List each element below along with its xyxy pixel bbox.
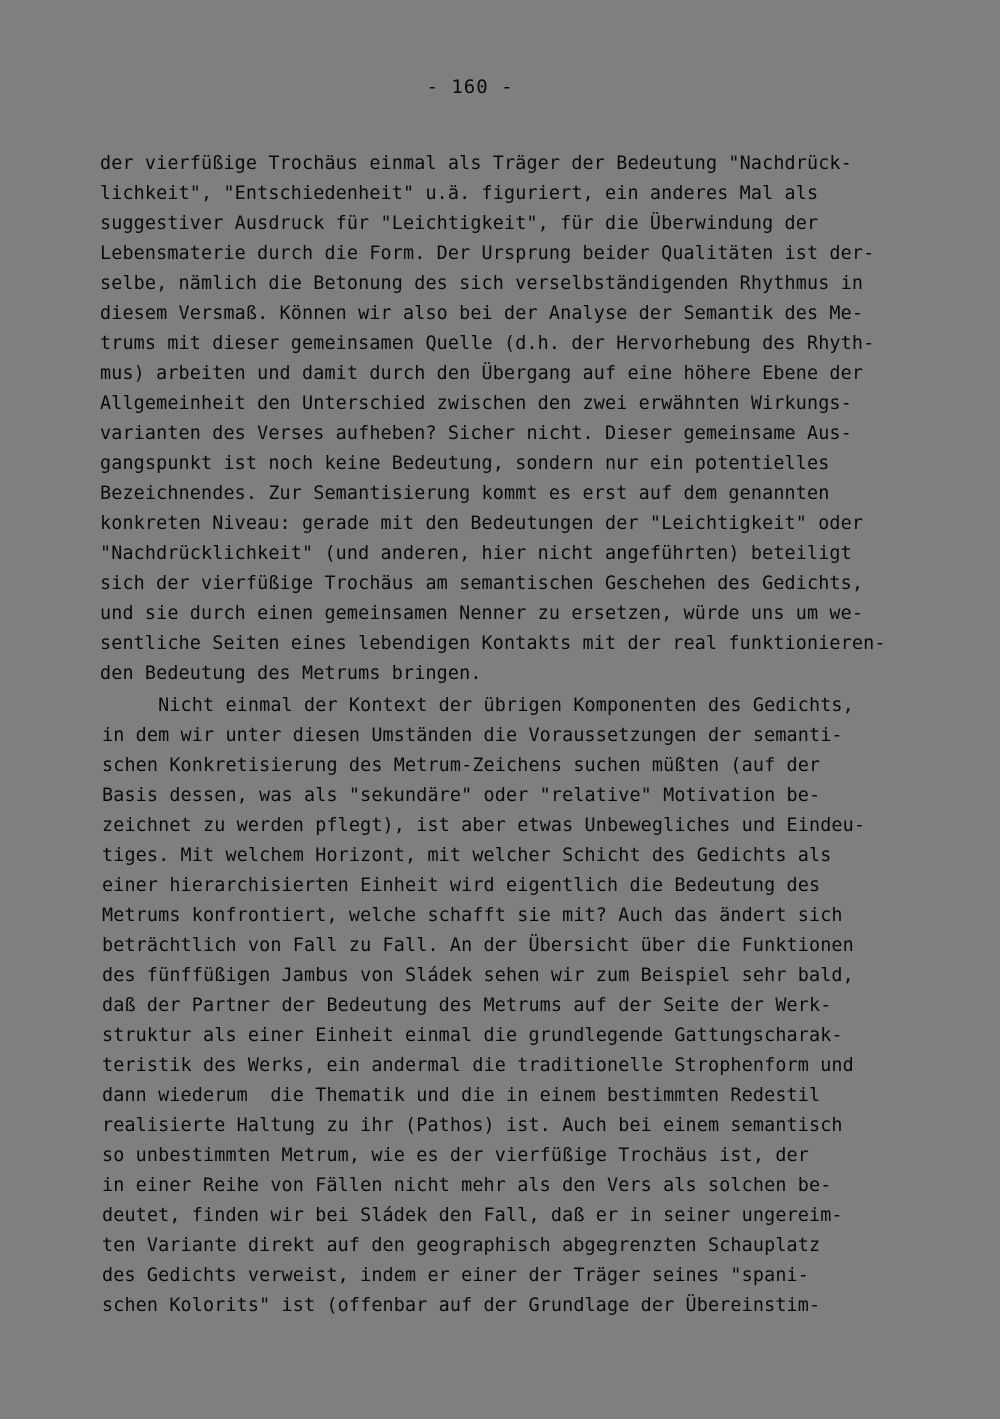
text-line: dann wiederum die Thematik und die in einem bestimmten Redestil [102, 1085, 821, 1106]
text-line: konkreten Niveau: gerade mit den Bedeutungen der "Leichtigkeit" oder [100, 513, 864, 534]
text-line: schen Kolorits" ist (offenbar auf der Grundlage der Übereinstim- [102, 1295, 821, 1316]
text-line: zeichnet zu werden pflegt), ist aber etwas Unbewegliches und Eindeu- [102, 815, 866, 836]
text-line: den Bedeutung des Metrums bringen. [100, 663, 482, 684]
text-line: Basis dessen, was als "sekundäre" oder "relative" Motivation be- [102, 785, 821, 806]
text-line: mus) arbeiten und damit durch den Übergang auf eine höhere Ebene der [100, 363, 864, 384]
text-line: in einer Reihe von Fällen nicht mehr als den Vers als solchen be- [102, 1175, 832, 1196]
text-line: Nicht einmal der Kontext der übrigen Komponenten des Gedichts, [102, 695, 854, 716]
paragraph-1 [100, 149, 930, 689]
text-line: Bezeichnendes. Zur Semantisierung kommt es erst auf dem genannten [100, 483, 830, 504]
text-line: diesem Versmaß. Können wir also bei der Analyse der Semantik des Me- [100, 303, 864, 324]
text-line: deutet, finden wir bei Sládek den Fall, daß er in seiner ungereim- [102, 1205, 843, 1226]
text-line: tiges. Mit welchem Horizont, mit welcher Schicht des Gedichts als [102, 845, 832, 866]
text-line: realisierte Haltung zu ihr (Pathos) ist. Auch bei einem semantisch [102, 1115, 843, 1136]
text-line: lichkeit", "Entschiedenheit" u.ä. figuriert, ein anderes Mal als [100, 183, 819, 204]
paragraph-2 [102, 691, 932, 1321]
text-line: gangspunkt ist noch keine Bedeutung, sondern nur ein potentielles [100, 453, 830, 474]
text-line: so unbestimmten Metrum, wie es der vierfüßige Trochäus ist, der [102, 1145, 809, 1166]
text-line: in dem wir unter diesen Umständen die Voraussetzungen der semanti- [102, 725, 843, 746]
text-line: trums mit dieser gemeinsamen Quelle (d.h. der Hervorhebung des Rhyth- [100, 333, 875, 354]
text-line: und sie durch einen gemeinsamen Nenner zu ersetzen, würde uns um we- [100, 603, 864, 624]
page-number: - 160 - [426, 76, 514, 98]
text-line: der vierfüßige Trochäus einmal als Träger der Bedeutung "Nachdrück- [100, 153, 852, 174]
text-line: selbe, nämlich die Betonung des sich verselbständigenden Rhythmus in [100, 273, 864, 294]
text-line: varianten des Verses aufheben? Sicher nicht. Dieser gemeinsame Aus- [100, 423, 852, 444]
text-line: beträchtlich von Fall zu Fall. An der Übersicht über die Funktionen [102, 935, 854, 956]
text-line: ten Variante direkt auf den geographisch abgegrenzten Schauplatz [102, 1235, 821, 1256]
text-line: sentliche Seiten eines lebendigen Kontakts mit der real funktionieren- [100, 633, 886, 654]
text-line: teristik des Werks, ein andermal die traditionelle Strophenform und [102, 1055, 854, 1076]
text-line: Metrums konfrontiert, welche schafft sie mit? Auch das ändert sich [102, 905, 843, 926]
text-line: "Nachdrücklichkeit" (und anderen, hier nicht angeführten) beteiligt [100, 543, 852, 564]
text-line: Allgemeinheit den Unterschied zwischen den zwei erwähnten Wirkungs- [100, 393, 852, 414]
text-line: daß der Partner der Bedeutung des Metrums auf der Seite der Werk- [102, 995, 832, 1016]
text-line: sich der vierfüßige Trochäus am semantischen Geschehen des Gedichts, [100, 573, 864, 594]
text-line: Lebensmaterie durch die Form. Der Ursprung beider Qualitäten ist der- [100, 243, 875, 264]
text-line: einer hierarchisierten Einheit wird eigentlich die Bedeutung des [102, 875, 821, 896]
text-line: struktur als einer Einheit einmal die grundlegende Gattungscharak- [102, 1025, 843, 1046]
text-line: suggestiver Ausdruck für "Leichtigkeit", für die Überwindung der [100, 213, 819, 234]
text-line: des fünffüßigen Jambus von Sládek sehen wir zum Beispiel sehr bald, [102, 965, 854, 986]
text-line: des Gedichts verweist, indem er einer der Träger seines "spani- [102, 1265, 809, 1286]
text-line: schen Konkretisierung des Metrum-Zeichens suchen müßten (auf der [102, 755, 821, 776]
